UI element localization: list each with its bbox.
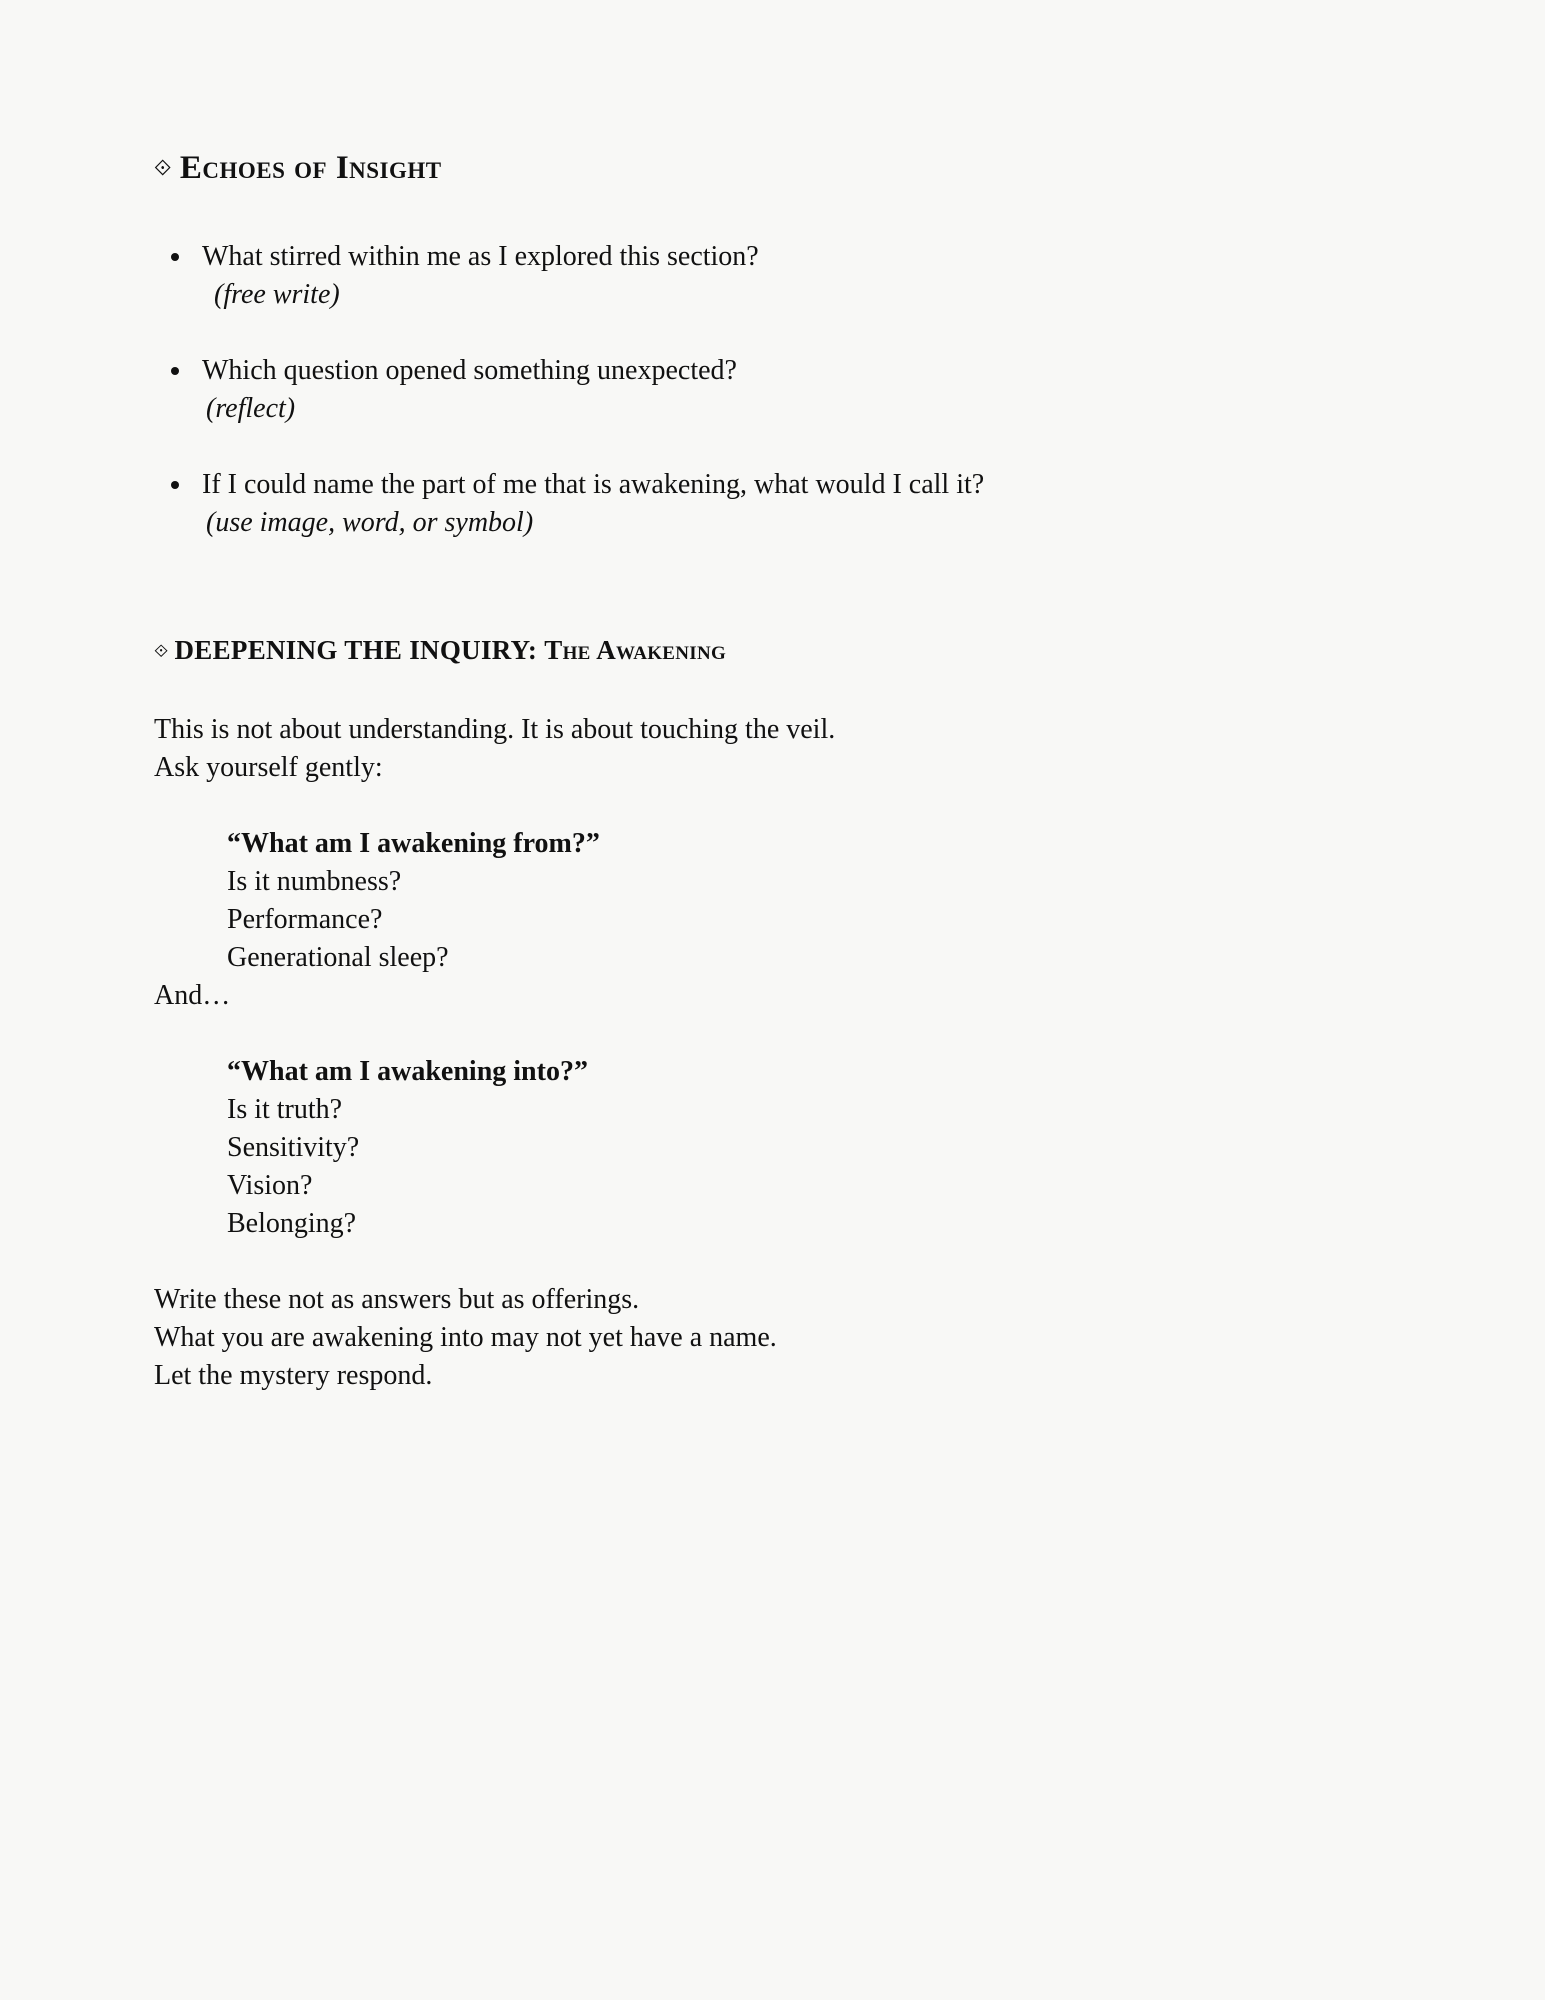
- awakening-from-question: “What am I awakening from?”: [227, 828, 600, 859]
- option-line: Is it truth?: [227, 1094, 343, 1125]
- list-item: [154, 466, 984, 542]
- closing-line: Let the mystery respond.: [154, 1360, 433, 1391]
- option-line: Is it numbness?: [227, 866, 402, 897]
- option-line: Generational sleep?: [227, 942, 449, 973]
- option-line: Performance?: [227, 904, 383, 935]
- question-text: If I could name the part of me that is awakening, what would I call it?: [202, 469, 985, 500]
- section-title: Echoes of Insight: [179, 150, 442, 186]
- section-title-main: DEEPENING THE INQUIRY:: [174, 635, 538, 665]
- list-item: [154, 238, 984, 314]
- inquiry-body: [154, 711, 835, 1395]
- question-text: Which question opened something unexpected?: [202, 355, 737, 386]
- question-hint: (free write): [214, 279, 340, 310]
- option-line: Belonging?: [227, 1208, 357, 1239]
- diamond-icon: ⟐: [154, 155, 172, 180]
- connector-text: And…: [154, 980, 231, 1011]
- intro-line: This is not about understanding. It is about touching the veil.: [154, 714, 836, 745]
- closing-line: What you are awakening into may not yet have a name.: [154, 1322, 777, 1353]
- list-item: [154, 352, 984, 428]
- option-line: Sensitivity?: [227, 1132, 360, 1163]
- bullet-icon: [171, 253, 179, 261]
- question-hint: (reflect): [206, 393, 296, 424]
- awakening-into-question: “What am I awakening into?”: [227, 1056, 588, 1087]
- diamond-icon: ⟐: [154, 641, 169, 661]
- reflection-list: [154, 238, 984, 580]
- option-line: Vision?: [227, 1170, 313, 1201]
- bullet-icon: [171, 367, 179, 375]
- question-hint: (use image, word, or symbol): [206, 507, 534, 538]
- section-title-sub: The Awakening: [544, 635, 727, 665]
- closing-line: Write these not as answers but as offerings.: [154, 1284, 640, 1315]
- question-text: What stirred within me as I explored this section?: [202, 241, 759, 272]
- bullet-icon: [171, 481, 179, 489]
- intro-line: Ask yourself gently:: [154, 752, 383, 783]
- section-heading-inquiry: [154, 635, 726, 666]
- section-heading-echoes: [154, 150, 442, 187]
